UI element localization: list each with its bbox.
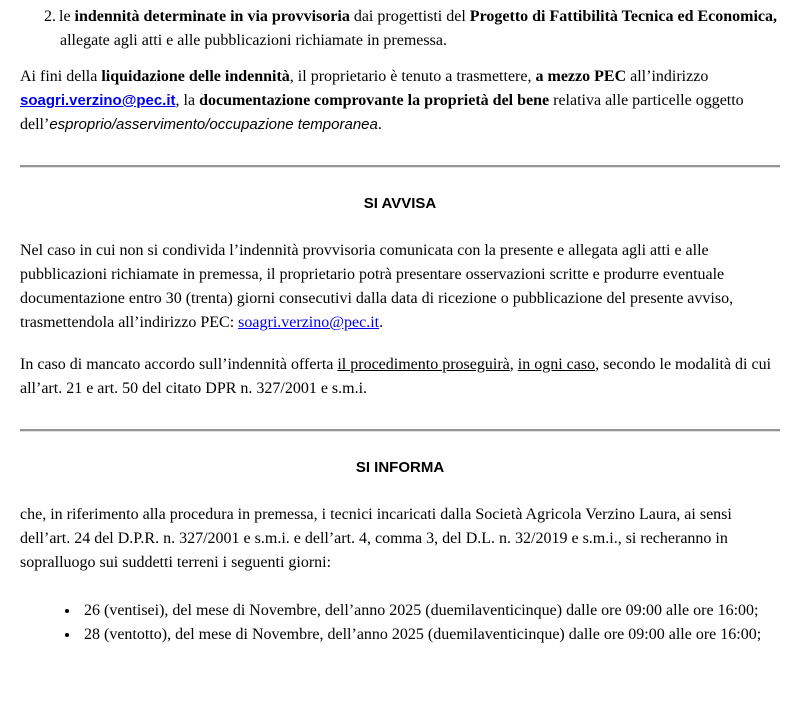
list-item-date: • 26 (ventisei), del mese di Novembre, dell’anno 2025 (duemilaventicinque) dalle ore 09:00 alle ore 16:00; bbox=[80, 599, 780, 623]
text-segment: , la bbox=[175, 92, 200, 109]
list-item-text bbox=[59, 8, 777, 49]
paragraph-sopralluogo bbox=[20, 503, 780, 575]
text-segment: In caso di mancato accordo sull’indennità offerta bbox=[20, 356, 338, 373]
text-segment: allegate agli atti e alle pubblicazioni richiamate in premessa. bbox=[60, 32, 447, 49]
paragraph-mancato-accordo bbox=[20, 353, 780, 401]
text-segment: che, in riferimento alla procedura in premessa, i tecnici incaricati dalla Società Agricola Verzino Laura, ai sensi dell’art. 24 del D.P.R. n. 327/2001 e s.m.i. e dell’art. 4, comma 3, del D.L. n. 32/2019 e s.m.i., si recheranno in sopralluogo sui suddetti terreni i seguenti giorni: bbox=[20, 506, 732, 571]
text-segment: liquidazione delle indennità bbox=[101, 68, 290, 85]
list-item-indennita bbox=[20, 5, 780, 53]
email-link[interactable]: soagri.verzino@pec.it bbox=[20, 92, 176, 109]
text-segment: all’indirizzo bbox=[626, 68, 709, 85]
text-segment: le bbox=[59, 8, 75, 25]
text-segment: Progetto di Fattibilità Tecnica ed Economica, bbox=[469, 8, 778, 25]
text-segment: in ogni caso bbox=[517, 356, 596, 373]
text-segment: , secondo le modalità di cui all’art. 21 e art. 50 del citato DPR n. 327/2001 e s.m.i. bbox=[20, 356, 772, 397]
list-item-date: • 28 (ventotto), del mese di Novembre, dell’anno 2025 (duemilaventicinque) dalle ore 09:00 alle ore 16:00; bbox=[80, 623, 780, 647]
text-segment: , il proprietario è tenuto a trasmettere, bbox=[289, 68, 536, 85]
section-heading-si-avvisa: SI AVVISA bbox=[363, 195, 437, 212]
paragraph-liquidazione-pec bbox=[20, 65, 780, 137]
inspection-date-list bbox=[20, 599, 780, 647]
section-heading-si-informa: SI INFORMA bbox=[355, 459, 445, 476]
section-divider bbox=[20, 429, 780, 432]
text-segment: Nel caso in cui non si condivida l’indennità provvisoria comunicata con la presente e allegata agli atti e alle pubblicazioni richiamate in premessa, il proprietario potrà presentare osservazioni scritte e produrre eventuale documentazione entro 30 (trenta) giorni consecutivi dalla data di ricezione o pubblicazione del presente avviso, trasmettendola all’indirizzo PEC: bbox=[20, 242, 734, 331]
text-segment: documentazione comprovante la proprietà del bene bbox=[199, 92, 550, 109]
email-link[interactable]: soagri.verzino@pec.it bbox=[238, 314, 380, 331]
text-segment: , bbox=[509, 356, 518, 373]
text-segment: relativa alle particelle oggetto dell’ bbox=[20, 92, 744, 133]
text-segment: . bbox=[379, 314, 384, 331]
text-segment: indennità determinate in via provvisoria bbox=[74, 8, 350, 25]
paragraph-osservazioni bbox=[20, 239, 780, 335]
text-segment: il procedimento proseguirà bbox=[337, 356, 510, 373]
text-segment: . bbox=[377, 116, 382, 133]
text-segment: esproprio/asservimento/occupazione temporanea bbox=[49, 116, 378, 133]
text-segment: a mezzo PEC bbox=[535, 68, 627, 85]
section-divider bbox=[20, 165, 780, 168]
list-item-number: 2. bbox=[44, 8, 56, 25]
text-segment: dai progettisti del bbox=[349, 8, 470, 25]
text-segment: Ai fini della bbox=[20, 68, 102, 85]
